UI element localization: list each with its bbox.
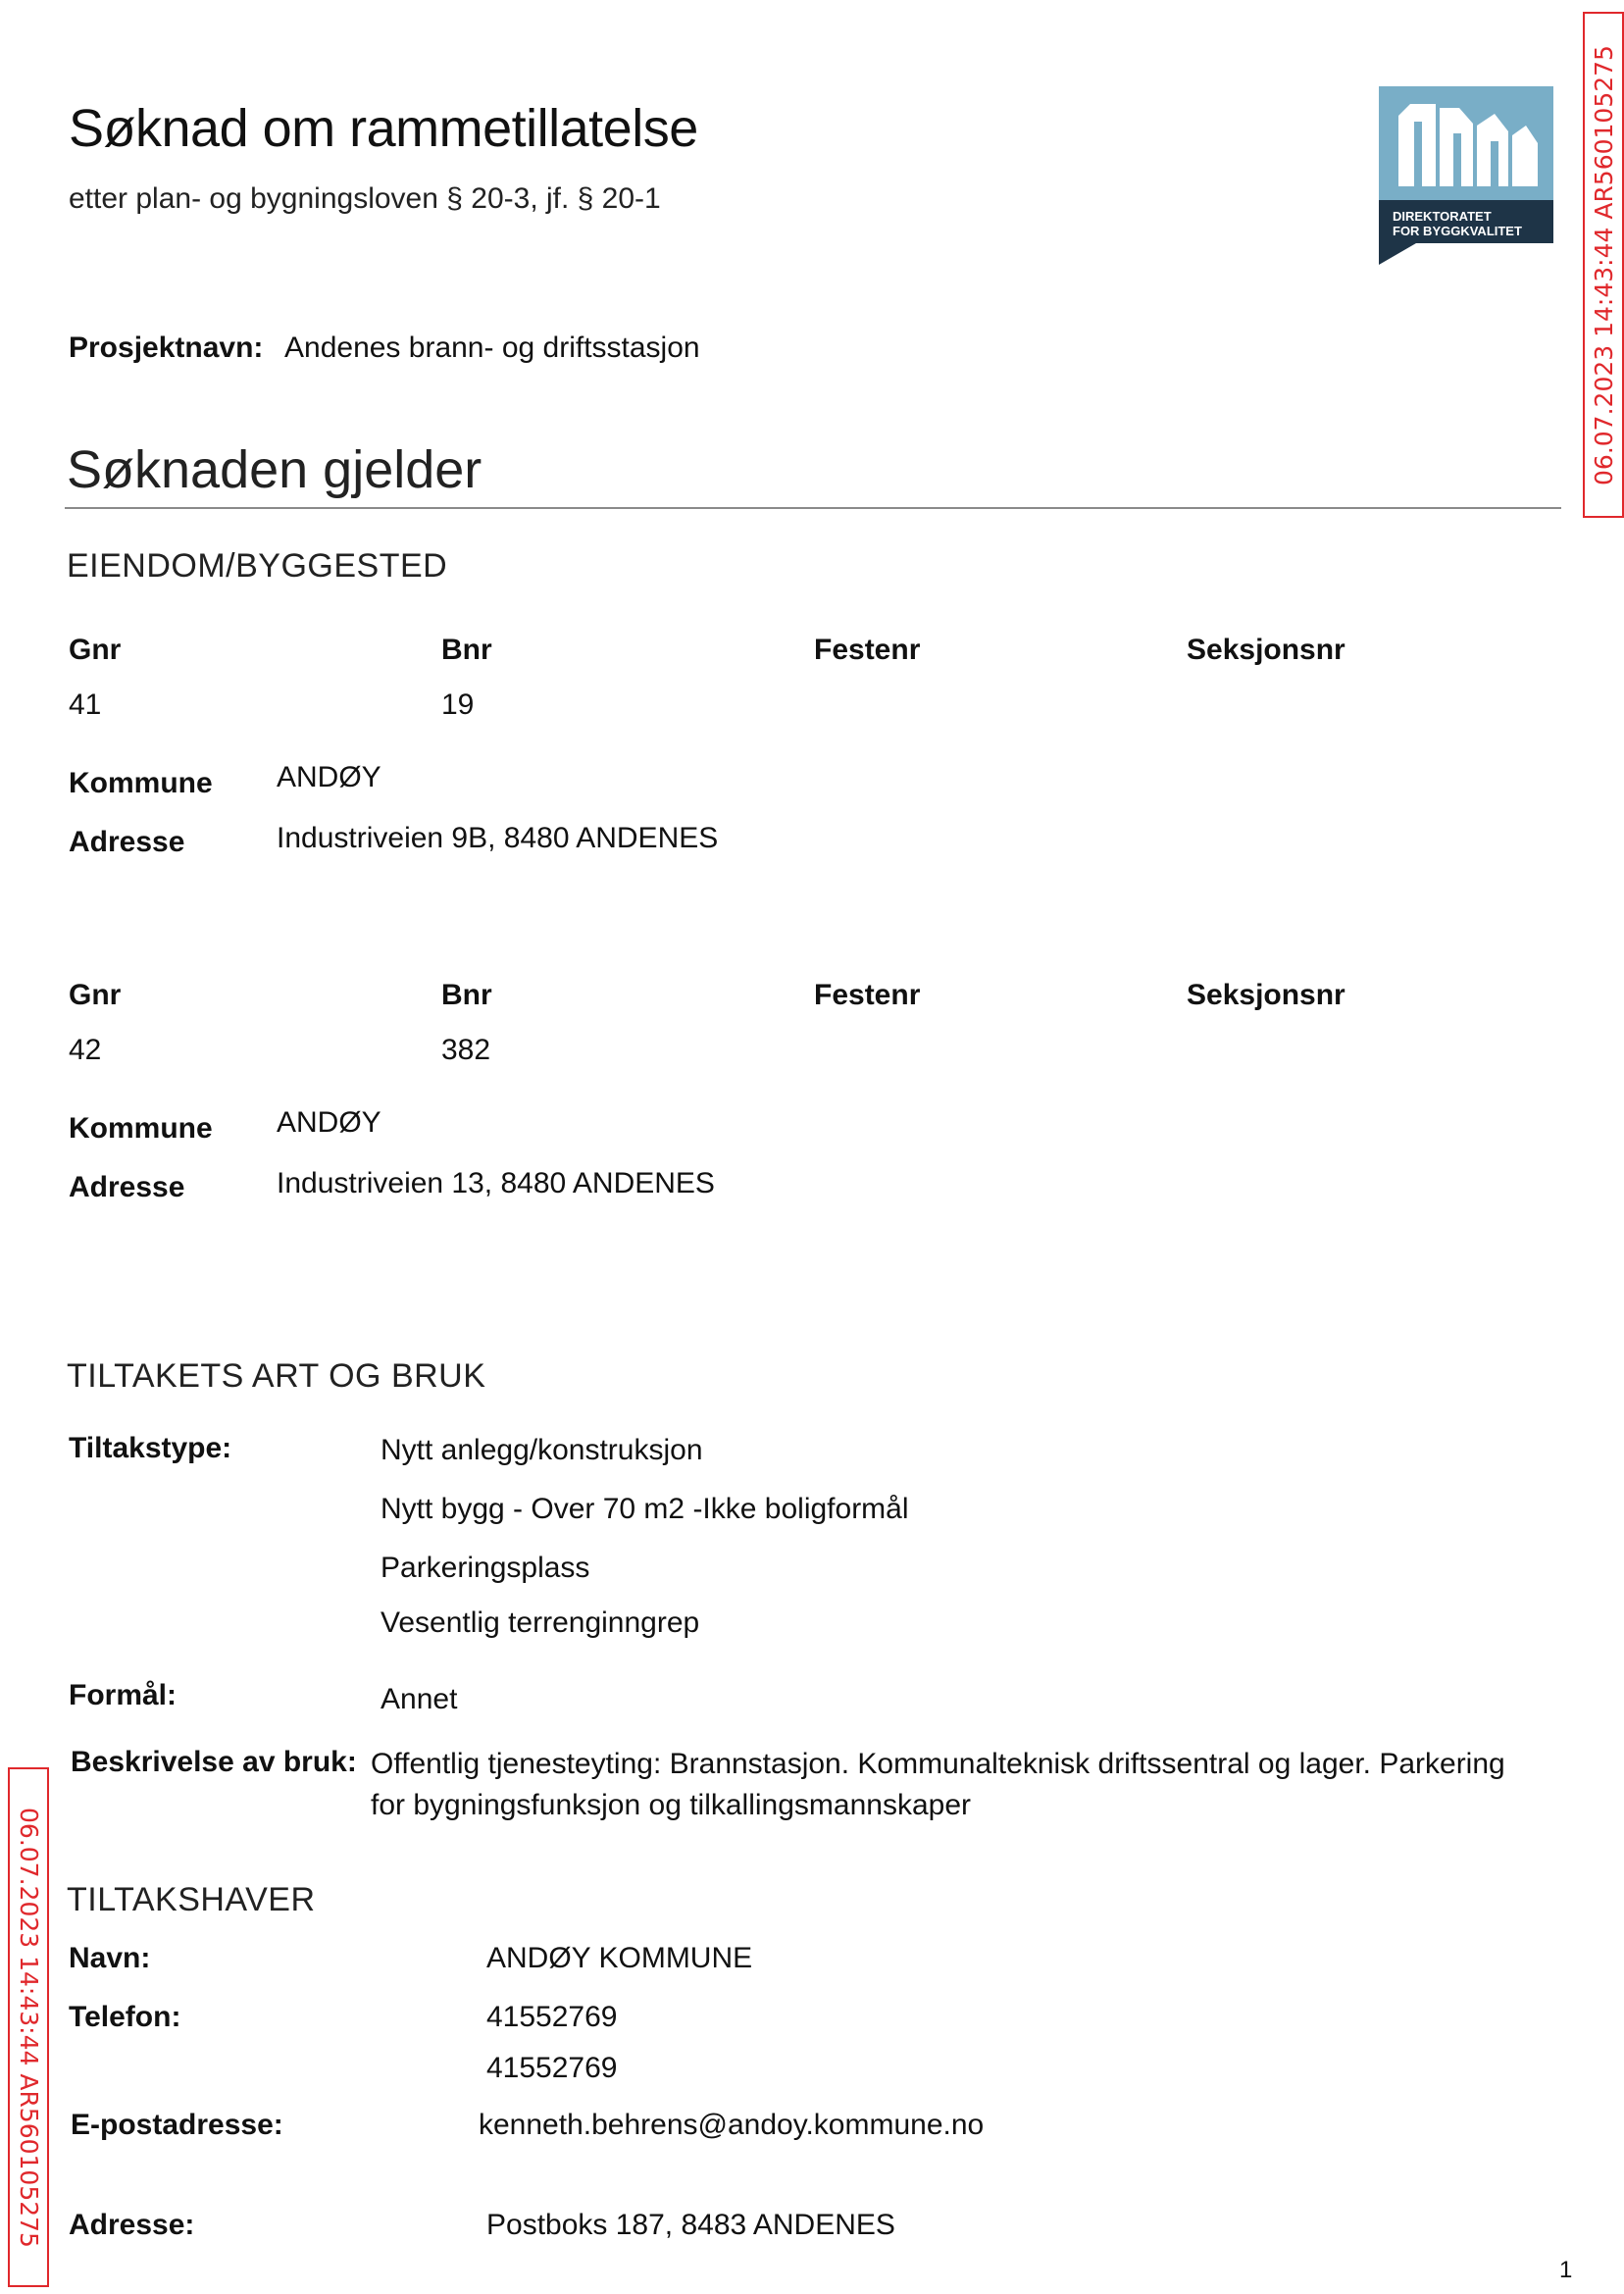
adresse-label: Adresse bbox=[69, 826, 185, 858]
seksjonsnr-label: Seksjonsnr bbox=[1187, 634, 1345, 666]
measure-type-item: Parkeringsplass bbox=[381, 1552, 590, 1584]
logo-text-line2: FOR BYGGKVALITET bbox=[1393, 224, 1522, 238]
description-value: Offentlig tjenesteyting: Brannstasjon. Kommunalteknisk driftssentral og lager. Parkering for bygningsfunksjon og tilkallingsmannskaper bbox=[371, 1748, 1505, 1821]
description-label: Beskrivelse av bruk: bbox=[71, 1746, 357, 1778]
applicant-name-label: Navn: bbox=[69, 1942, 151, 1974]
project-name-value: Andenes brann- og driftsstasjon bbox=[284, 331, 700, 364]
seksjonsnr-label: Seksjonsnr bbox=[1187, 979, 1345, 1011]
bnr-label: Bnr bbox=[441, 634, 492, 666]
gnr-label: Gnr bbox=[69, 979, 122, 1011]
kommune-label: Kommune bbox=[69, 1112, 213, 1145]
applicant-email-value: kenneth.behrens@andoy.kommune.no bbox=[479, 2109, 985, 2141]
applicant-phone-value: 41552769 bbox=[486, 2052, 618, 2084]
festenr-label: Festenr bbox=[814, 979, 921, 1011]
adresse-value: Industriveien 9B, 8480 ANDENES bbox=[277, 822, 719, 854]
logo-building-icon bbox=[1379, 86, 1553, 200]
applicant-name-value: ANDØY KOMMUNE bbox=[486, 1942, 753, 1974]
measure-heading: TILTAKETS ART OG BRUK bbox=[67, 1357, 486, 1395]
measure-type-item: Vesentlig terrenginngrep bbox=[381, 1606, 700, 1639]
adresse-value: Industriveien 13, 8480 ANDENES bbox=[277, 1167, 715, 1199]
applicant-address-label: Adresse: bbox=[69, 2209, 195, 2241]
purpose-value: Annet bbox=[381, 1683, 458, 1715]
date-stamp-right bbox=[1583, 12, 1624, 518]
gnr-value: 42 bbox=[69, 1034, 102, 1066]
bnr-value: 382 bbox=[441, 1034, 491, 1066]
kommune-value: ANDØY bbox=[277, 1106, 381, 1139]
document-title: Søknad om rammetillatelse bbox=[69, 99, 698, 158]
logo-text-line1: DIREKTORATET bbox=[1393, 209, 1492, 224]
applicant-phone-label: Telefon: bbox=[69, 2001, 181, 2033]
dibk-logo bbox=[1379, 86, 1553, 279]
applicant-email-label: E-postadresse: bbox=[71, 2109, 283, 2141]
logo-text bbox=[1393, 209, 1522, 238]
date-stamp-right-text: 06.07.2023 14:43:44 AR560105275 bbox=[1589, 44, 1618, 485]
purpose-label: Formål: bbox=[69, 1679, 178, 1711]
measure-type-item: Nytt bygg - Over 70 m2 -Ikke boligformål bbox=[381, 1493, 909, 1525]
kommune-value: ANDØY bbox=[277, 761, 381, 793]
gnr-label: Gnr bbox=[69, 634, 122, 666]
adresse-label: Adresse bbox=[69, 1171, 185, 1203]
section-heading: Søknaden gjelder bbox=[67, 440, 482, 499]
date-stamp-left bbox=[8, 1767, 49, 2287]
document-subtitle: etter plan- og bygningsloven § 20-3, jf. § 20-1 bbox=[69, 182, 661, 215]
bnr-label: Bnr bbox=[441, 979, 492, 1011]
measure-type-label: Tiltakstype: bbox=[69, 1432, 232, 1464]
gnr-value: 41 bbox=[69, 688, 102, 721]
date-stamp-left-text: 06.07.2023 14:43:44 AR560105275 bbox=[14, 1807, 43, 2248]
project-name-label: Prosjektnavn: bbox=[69, 331, 264, 364]
applicant-phone-value: 41552769 bbox=[486, 2001, 618, 2033]
bnr-value: 19 bbox=[441, 688, 475, 721]
property-heading: EIENDOM/BYGGESTED bbox=[67, 547, 448, 585]
page-number: 1 bbox=[1559, 2257, 1573, 2283]
festenr-label: Festenr bbox=[814, 634, 921, 666]
kommune-label: Kommune bbox=[69, 767, 213, 799]
applicant-address-value: Postboks 187, 8483 ANDENES bbox=[486, 2209, 895, 2241]
section-divider bbox=[65, 507, 1561, 509]
applicant-heading: TILTAKSHAVER bbox=[67, 1881, 316, 1918]
measure-type-item: Nytt anlegg/konstruksjon bbox=[381, 1434, 703, 1466]
logo-tab bbox=[1379, 243, 1416, 265]
